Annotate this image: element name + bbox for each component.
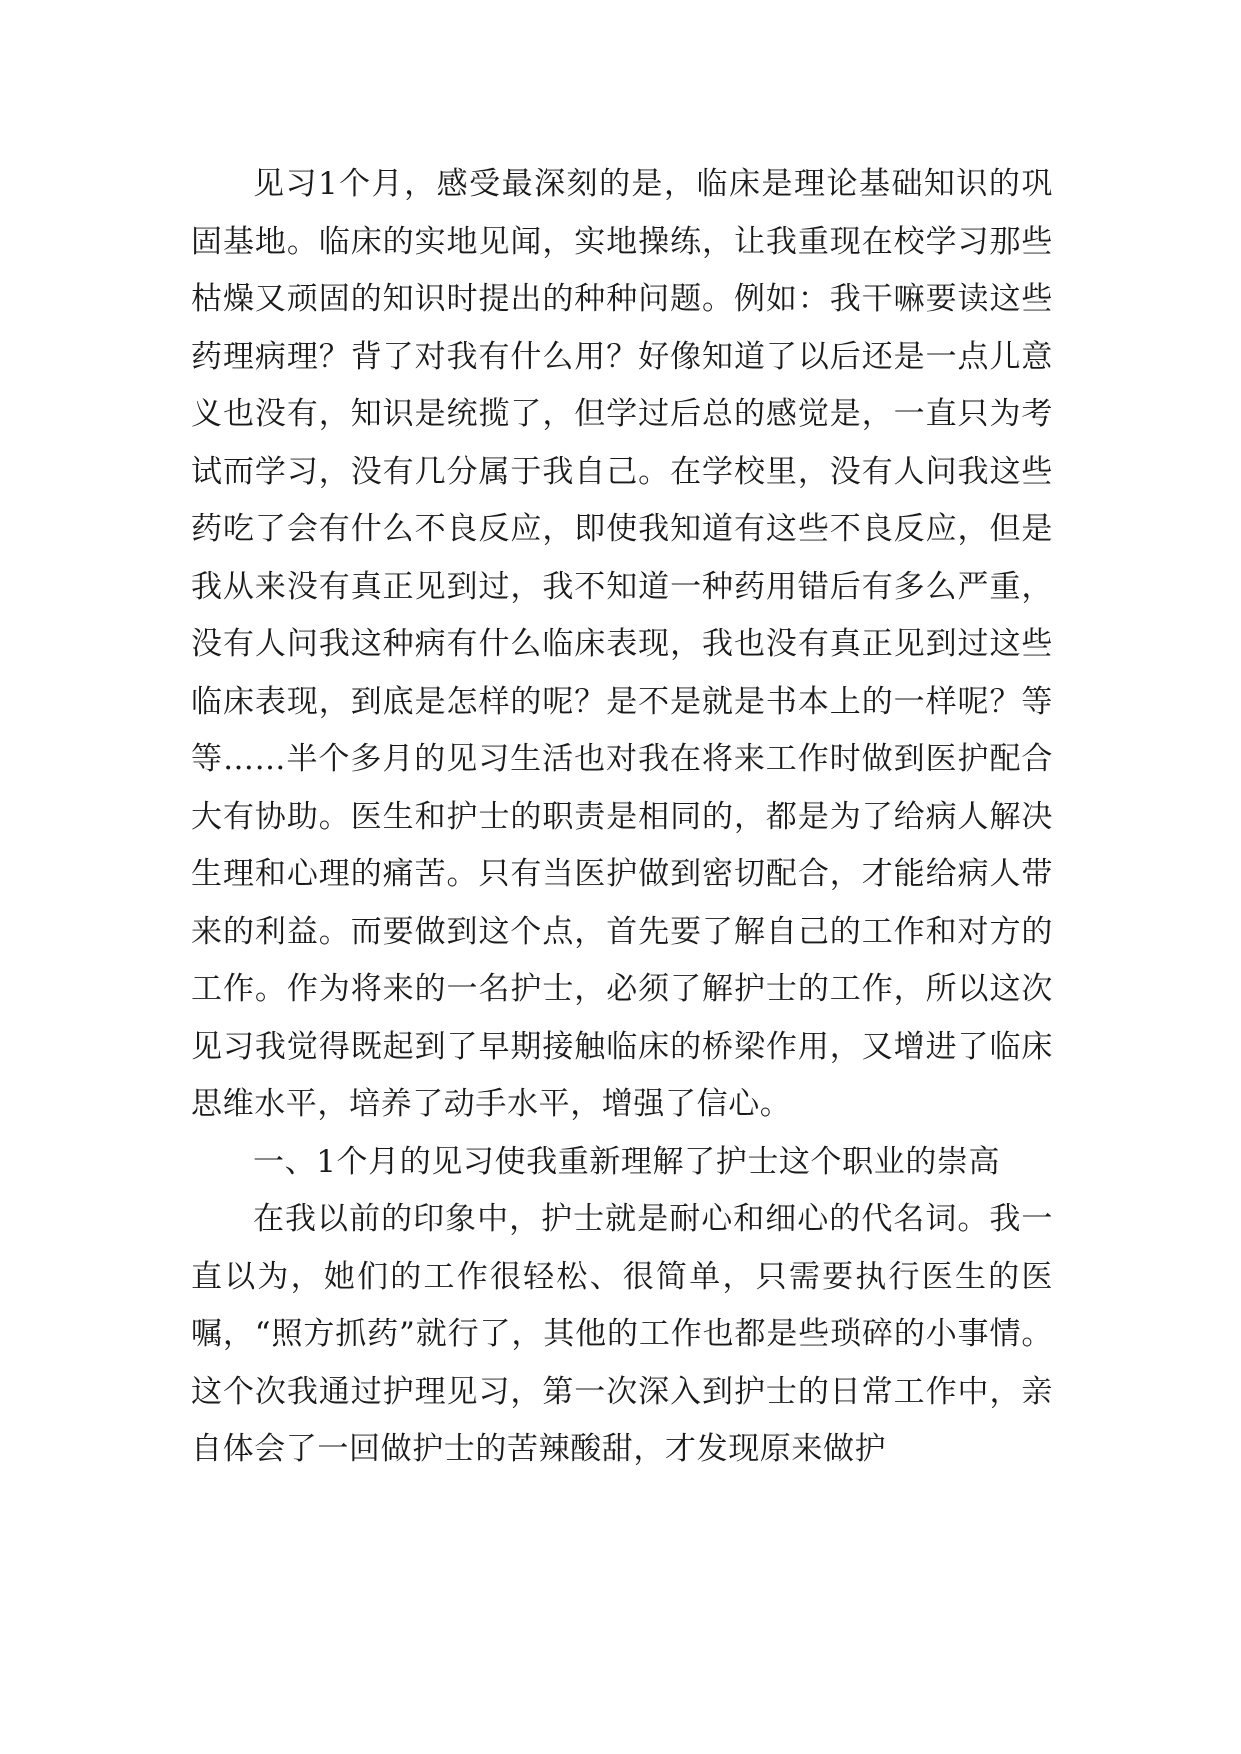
section-heading: 一、1个月的见习使我重新理解了护士这个职业的崇高 — [253, 1143, 1001, 1180]
document-body — [191, 156, 1053, 1479]
paragraph-reflection: 见习1个月，感受最深刻的是，临床是理论基础知识的巩固基地。临床的实地见闻，实地操练，让我重现在校学习那些枯燥又顽固的知识时提出的种种问题。例如：我干嘛要读这些药理病理？背了对我有什么用？好像知道了以后还是一点儿意义也没有，知识是统揽了，但学过后总的感觉是，一直只为考试而学习，没有几分属于我自己。在学校里，没有人问我这些药吃了会有什么不良反应，即使我知道有这些不良反应，但是我从来没有真正见到过，我不知道一种药用错后有多么严重，没有人问我这种病有什么临床表现，我也没有真正见到过这些临床表现，到底是怎样的呢？是不是就是书本上的一样呢？等等……半个多月的见习生活也对我在将来工作时做到医护配合大有协助。医生和护士的职责是相同的，都是为了给病人解决生理和心理的痛苦。只有当医护做到密切配合，才能给病人带来的利益。而要做到这个点，首先要了解自己的工作和对方的工作。作为将来的一名护士，必须了解护士的工作，所以这次见习我觉得既起到了早期接触临床的桥梁作用，又增进了临床思维水平，培养了动手水平，增强了信心。 — [191, 166, 1053, 1122]
paragraph-impression: 在我以前的印象中，护士就是耐心和细心的代名词。我一直以为，她们的工作很轻松、很简单，只需要执行医生的医嘱，“照方抓药”就行了，其他的工作也都是些琐碎的小事情。这个次我通过护理见习，第一次深入到护士的日常工作中，亲自体会了一回做护士的苦辣酸甜，才发现原来做护 — [191, 1201, 1053, 1467]
